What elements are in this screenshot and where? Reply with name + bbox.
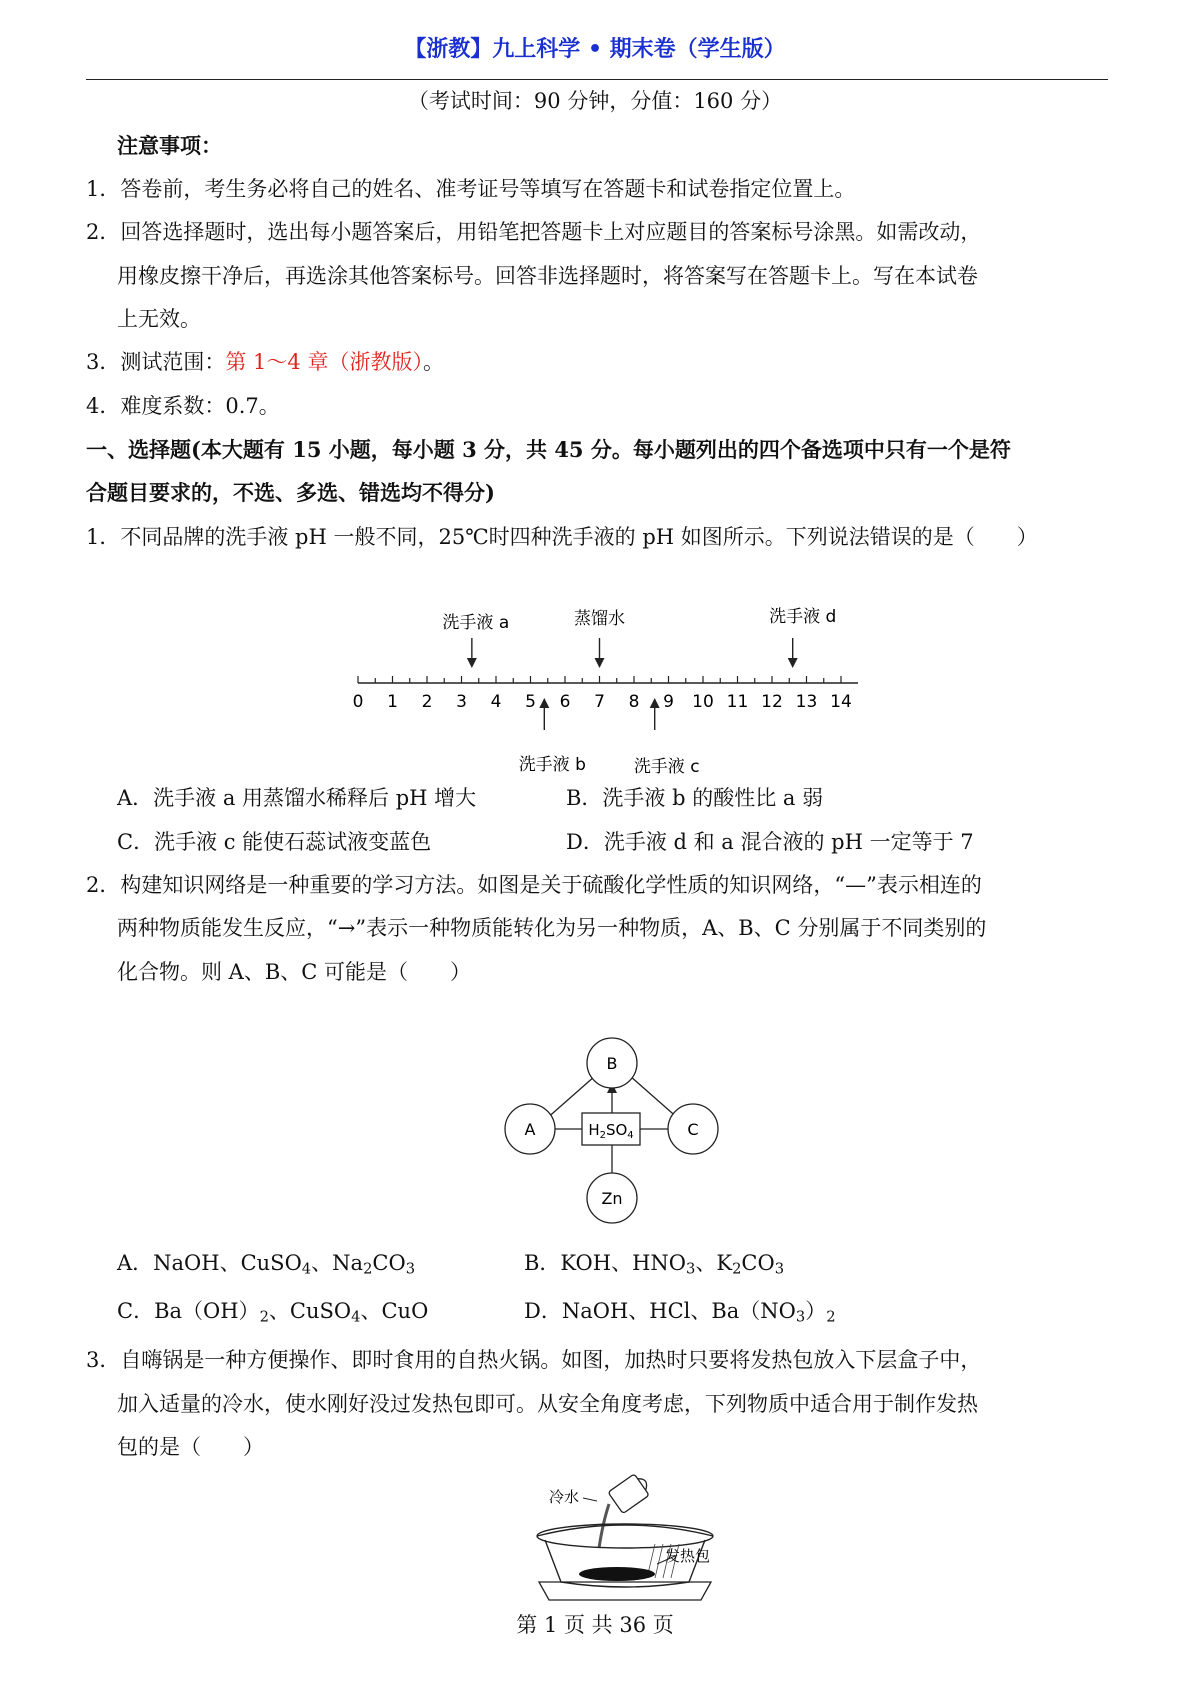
ph-tick-label: 5 bbox=[525, 692, 536, 712]
ph-tick-label: 7 bbox=[594, 692, 605, 712]
pot-hatch bbox=[655, 1544, 663, 1578]
pot-base bbox=[539, 1582, 711, 1600]
q1-option-c: C．洗手液 c 能使石蕊试液变蓝色 bbox=[117, 830, 432, 854]
water-cup-icon bbox=[608, 1474, 653, 1514]
q2-option-b: B．KOH、$HNO_3$、$K_2CO_3$ bbox=[524, 1251, 785, 1278]
ph-tick-label: 14 bbox=[830, 692, 852, 712]
ph-tick-label: 6 bbox=[559, 692, 571, 712]
node-zn-label: Zn bbox=[601, 1189, 623, 1208]
q2-option-c: C．$Ba(OH)_2$、CuSO$_4$、CuO bbox=[117, 1299, 429, 1326]
note-item-3-end: 。 bbox=[422, 350, 444, 374]
notes-heading: 注意事项： bbox=[117, 133, 222, 158]
header-divider bbox=[86, 79, 1108, 80]
ph-label-a: 洗手液 a bbox=[442, 613, 510, 633]
h2so4-sub-2: 2 bbox=[599, 1130, 606, 1141]
ph-label-d: 洗手液 d bbox=[769, 607, 837, 627]
ph-arrows bbox=[467, 638, 798, 730]
heating-pack-icon bbox=[579, 1567, 655, 1581]
node-b-label: B bbox=[606, 1054, 618, 1073]
note-item-3-label: 3．测试范围： bbox=[86, 350, 226, 374]
q2-option-d: D．NaOH、HCl、$Ba(NO_3)_2$ bbox=[524, 1299, 836, 1326]
ph-ticks bbox=[353, 676, 852, 712]
cold-water-label: 冷水 bbox=[549, 1488, 580, 1506]
ph-label-b: 洗手液 b bbox=[518, 755, 586, 775]
pot-top-icon bbox=[537, 1524, 713, 1548]
heating-pack-label: 发热包 bbox=[665, 1547, 711, 1565]
note-item-2-cont: 用橡皮擦干净后，再选涂其他答案标号。回答非选择题时，将答案写在答题卡上。写在本试卷 bbox=[117, 264, 978, 288]
note-item-2: 2．回答选择题时，选出每小题答案后，用铅笔把答题卡上对应题目的答案标号涂黑。如需改动， bbox=[86, 220, 982, 244]
h2so4-sub-4: 4 bbox=[627, 1130, 634, 1141]
arrow-c-arrowhead-up-icon bbox=[650, 698, 660, 708]
test-range: 第 1～4 章（浙教版） bbox=[225, 350, 423, 374]
note-item-2-cont: 上无效。 bbox=[117, 307, 201, 331]
cold-water-pointer bbox=[583, 1498, 597, 1501]
section-heading-cont: 合题目要求的，不选、多选、错选均不得分) bbox=[86, 480, 495, 505]
q3-stem: 3．自嗨锅是一种方便操作、即时食用的自热火锅。如图，加热时只要将发热包放入下层盒子中， bbox=[86, 1348, 982, 1372]
h2so4-h: H bbox=[588, 1121, 600, 1139]
note-item-3 bbox=[86, 347, 1116, 377]
ph-tick-label: 0 bbox=[352, 692, 364, 712]
sulfuric-acid-network-diagram bbox=[500, 1030, 730, 1230]
ph-tick-label: 4 bbox=[490, 692, 502, 712]
ph-tick-label: 12 bbox=[761, 692, 783, 712]
arrow-b-arrowhead-up-icon bbox=[539, 698, 549, 708]
q2-stem-cont: 化合物。则 A、B、C 可能是（ ） bbox=[117, 960, 472, 984]
arrow-d-arrowhead-down-icon bbox=[788, 658, 798, 668]
ph-tick-label: 8 bbox=[628, 692, 640, 712]
q1-option-a: A．洗手液 a 用蒸馏水稀释后 pH 增大 bbox=[117, 786, 477, 810]
q3-stem-cont: 加入适量的冷水，使水刚好没过发热包即可。从安全角度考虑，下列物质中适合用于制作发热 bbox=[117, 1392, 978, 1416]
ph-scale-figure bbox=[340, 600, 880, 780]
section-heading: 一、选择题(本大题有 15 小题，每小题 3 分，共 45 分。每小题列出的四个备选项中只有一个是符 bbox=[86, 437, 1011, 462]
pot-rim bbox=[537, 1525, 713, 1536]
ph-tick-label: 3 bbox=[456, 692, 467, 712]
q2-stem: 2．构建知识网络是一种重要的学习方法。如图是关于硫酸化学性质的知识网络，“—”表示相连的 bbox=[86, 873, 982, 897]
q1-stem: 1．不同品牌的洗手液 pH 一般不同，25℃时四种洗手液的 pH 如图所示。下列说法错误的是（ ） bbox=[86, 525, 1038, 549]
q2-option-a: A．NaOH、CuSO$_4$、$Na_2CO_3$ bbox=[117, 1251, 416, 1278]
note-item-1: 1．答卷前，考生务必将自己的姓名、准考证号等填写在答题卡和试卷指定位置上。 bbox=[86, 177, 856, 201]
h2so4-so: SO bbox=[605, 1121, 628, 1139]
node-c-label: C bbox=[687, 1120, 699, 1139]
arrow-water-arrowhead-down-icon bbox=[595, 658, 605, 668]
exam-info: （考试时间：90 分钟，分值：160 分） bbox=[407, 89, 783, 113]
node-a-label: A bbox=[524, 1120, 536, 1139]
ph-tick-label: 10 bbox=[692, 692, 714, 712]
arrow-a-arrowhead-down-icon bbox=[467, 658, 477, 668]
ph-tick-label: 13 bbox=[795, 692, 818, 712]
self-heating-pot-figure bbox=[525, 1474, 725, 1604]
ph-tick-label: 2 bbox=[421, 692, 433, 712]
ph-tick-label: 1 bbox=[387, 692, 398, 712]
q2-stem-cont: 两种物质能发生反应，“→”表示一种物质能转化为另一种物质，A、B、C 分别属于不同类别的 bbox=[117, 916, 987, 940]
note-item-4: 4．难度系数：0.7。 bbox=[86, 394, 280, 418]
ph-tick-label: 9 bbox=[663, 692, 674, 712]
ph-label-water: 蒸馏水 bbox=[574, 609, 625, 629]
ph-label-c: 洗手液 c bbox=[633, 757, 700, 777]
q1-option-b: B．洗手液 b 的酸性比 a 弱 bbox=[566, 786, 824, 810]
header-title: 【浙教】九上科学 • 期末卷（学生版） bbox=[404, 37, 786, 62]
ph-tick-label: 11 bbox=[726, 692, 749, 712]
q1-option-d: D．洗手液 d 和 a 混合液的 pH 一定等于 7 bbox=[566, 830, 974, 854]
page-footer: 第 1 页 共 36 页 bbox=[516, 1613, 674, 1637]
h2so4-label bbox=[588, 1121, 633, 1141]
q3-stem-cont: 包的是（ ） bbox=[117, 1435, 264, 1459]
